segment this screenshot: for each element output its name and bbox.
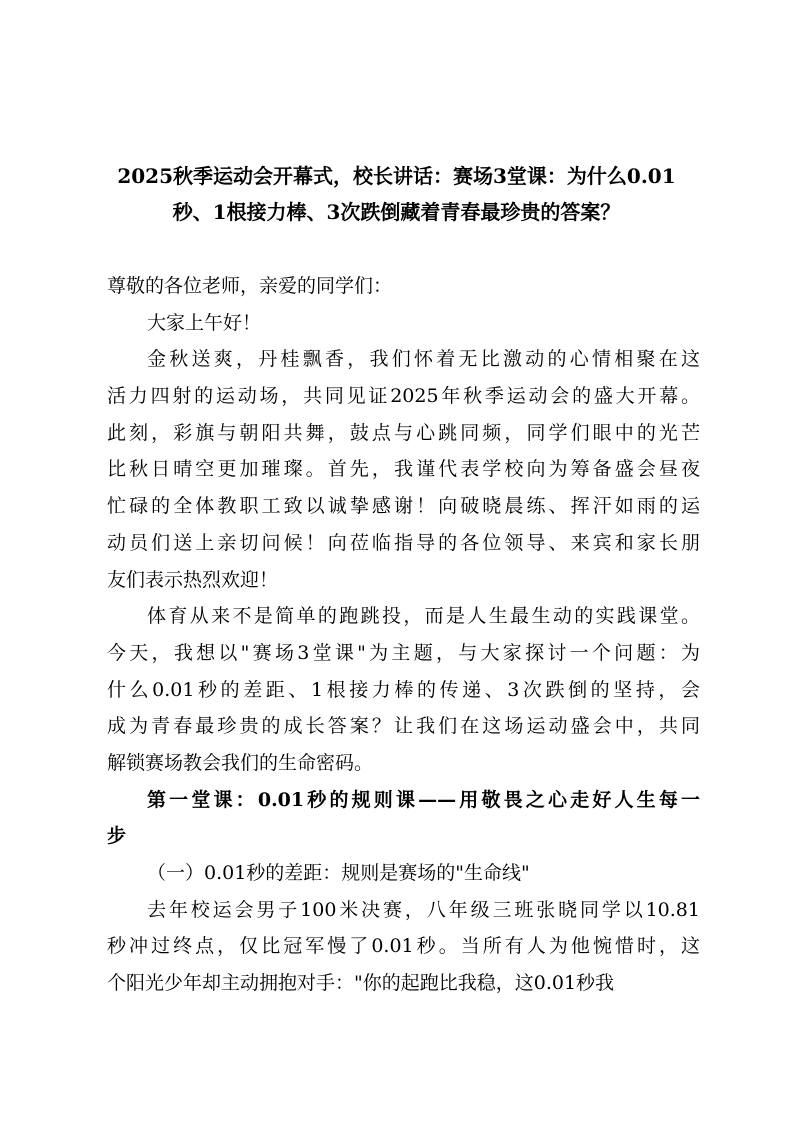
paragraph-line: 忙碌的全体教职工致以诚挚感谢！向破晓晨练、挥汗如雨的运 xyxy=(107,495,700,518)
paragraph-line: 秒冲过终点，仅比冠军慢了0.01秒。当所有人为他惋惜时，这 xyxy=(107,935,700,958)
paragraph xyxy=(107,305,700,342)
paragraph xyxy=(107,341,700,598)
paragraph-line: 尊敬的各位老师，亲爱的同学们： xyxy=(107,275,393,297)
paragraph-line: 解锁赛场教会我们的生命密码。 xyxy=(107,751,374,774)
paragraph-line: 活力四射的运动场，共同见证2025年秋季运动会的盛大开幕。 xyxy=(107,385,700,408)
paragraph-line: 金秋送爽，丹桂飘香，我们怀着无比激动的心情相聚在这 xyxy=(147,348,700,371)
title-line: 2025秋季运动会开幕式，校长讲话：赛场3堂课：为什么0.01 xyxy=(117,164,676,188)
paragraph-line: 体育从来不是简单的跑跳投，而是人生最生动的实践课堂。 xyxy=(147,605,700,628)
paragraph-line: 大家上午好！ xyxy=(147,311,262,334)
paragraph xyxy=(107,598,700,781)
paragraph xyxy=(107,268,700,305)
paragraph-line: 友们表示热烈欢迎！ xyxy=(107,568,279,591)
paragraph-line: 比秋日晴空更加璀璨。首先，我谨代表学校向为筹备盛会昼夜 xyxy=(107,458,700,481)
title-line: 秒、1根接力棒、3次跌倒藏着青春最珍贵的答案？ xyxy=(172,200,621,224)
paragraph xyxy=(107,782,700,855)
document-body xyxy=(107,268,700,1002)
paragraph-line: 去年校运会男子100米决赛，八年级三班张晓同学以10.81 xyxy=(147,898,700,921)
paragraph-line: 动员们送上亲切问候！向莅临指导的各位领导、来宾和家长朋 xyxy=(107,531,700,554)
document-title xyxy=(100,158,693,230)
paragraph-line: 什么0.01秒的差距、1根接力棒的传递、3次跌倒的坚持，会 xyxy=(107,678,700,701)
paragraph-line: 个阳光少年却主动拥抱对手："你的起跑比我稳，这0.01秒我 xyxy=(107,972,615,995)
paragraph-line: 成为青春最珍贵的成长答案？让我们在这场运动盛会中，共同 xyxy=(107,715,700,738)
paragraph-line: （一）0.01秒的差距：规则是赛场的"生命线" xyxy=(147,862,530,884)
paragraph xyxy=(107,855,700,892)
paragraph-line: 今天，我想以"赛场3堂课"为主题，与大家探讨一个问题：为 xyxy=(107,641,700,664)
paragraph-line: 第一堂课：0.01秒的规则课——用敬畏之心走好人生每一 xyxy=(147,788,700,811)
paragraph xyxy=(107,892,700,1002)
paragraph-line: 步 xyxy=(107,825,127,848)
paragraph-line: 此刻，彩旗与朝阳共舞，鼓点与心跳同频，同学们眼中的光芒 xyxy=(107,421,700,444)
